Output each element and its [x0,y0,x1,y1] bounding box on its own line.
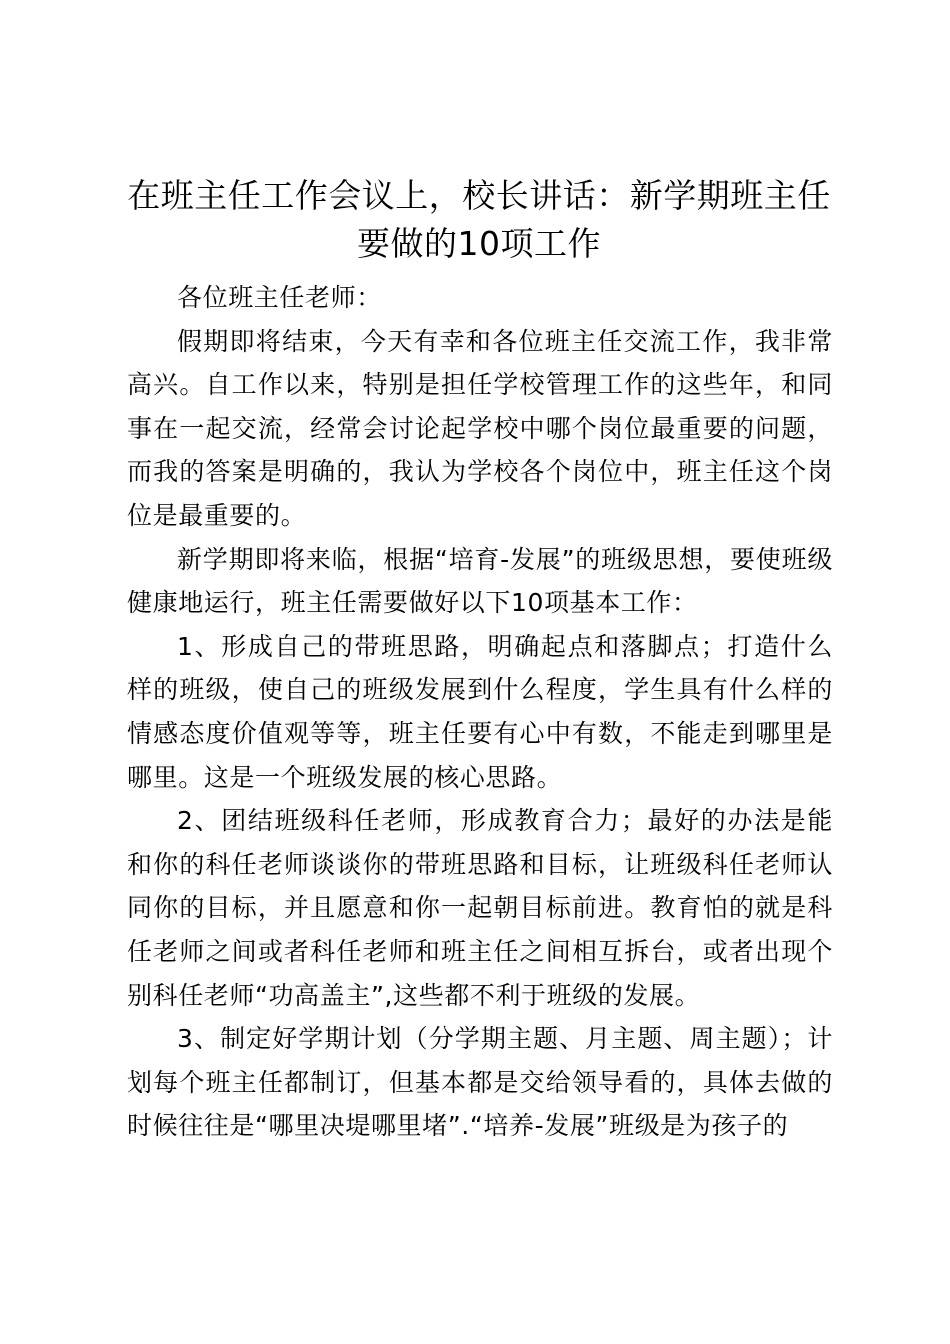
paragraph-intro: 假期即将结束，今天有幸和各位班主任交流工作，我非常高兴。自工作以来，特别是担任学校管理工作的这些年，和同事在一起交流，经常会讨论起学校中哪个岗位最重要的问题，而我的答案是明确的，我认为学校各个岗位中，班主任这个岗位是最重要的。 [127,326,833,530]
paragraph-item-1: 1、形成自己的带班思路，明确起点和落脚点；打造什么样的班级，使自己的班级发展到什么程度，学生具有什么样的情感态度价值观等等，班主任要有心中有数，不能走到哪里是哪里。这是一个班级发展的核心思路。 [127,631,833,792]
paragraph-item-2: 2、团结班级科任老师，形成教育合力；最好的办法是能和你的科任老师谈谈你的带班思路和目标，让班级科任老师认同你的目标，并且愿意和你一起朝目标前进。教育怕的就是科任老师之间或者科任老师和班主任之间相互拆台，或者出现个别科任老师“功高盖主”,这些都不利于班级的发展。 [127,806,833,1010]
document-body [127,276,833,1148]
paragraph-overview: 新学期即将来临，根据“培育-发展”的班级思想，要使班级健康地运行，班主任需要做好以下10项基本工作： [127,544,833,618]
paragraph-item-3: 3、制定好学期计划（分学期主题、月主题、周主题）；计划每个班主任都制订，但基本都是交给领导看的，具体去做的时候往往是“哪里决堤哪里堵”.“培养-发展”班级是为孩子的 [127,1024,833,1141]
salutation: 各位班主任老师： [177,283,382,312]
document-title: 在班主任工作会议上，校长讲话：新学期班主任要做的10项工作 [127,176,831,263]
